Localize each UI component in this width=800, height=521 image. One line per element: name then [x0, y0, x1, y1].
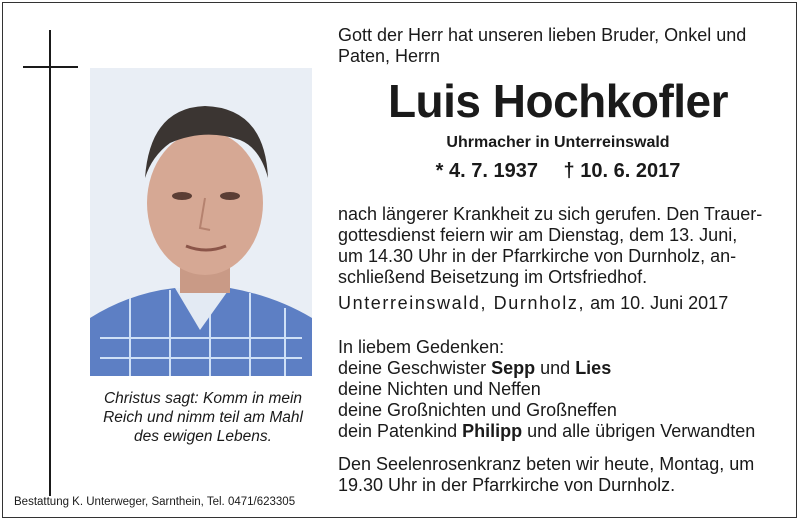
quote-line: Reich und nimm teil am Mahl [103, 409, 303, 426]
memory-heading: In liebem Gedenken: [338, 337, 505, 357]
quote-line: des ewigen Lebens. [134, 428, 272, 445]
service-text: nach längerer Krankheit zu sich gerufen. Den Trauer- gottesdienst feiern wir am Dienstag, dem 13. Juni, um 14.30 Uhr in der Pfarrkirche von Durnholz, an- schließend Beisetzung im Ortsfriedhof. [338, 204, 763, 287]
intro-text: Gott der Herr hat unseren lieben Bruder, Onkel und Paten, Herrn [338, 25, 747, 66]
godchild-line: dein Patenkind Philipp und alle übrigen Verwandten [338, 421, 756, 441]
deceased-name: Luis Hochkofler [387, 75, 729, 127]
cross-icon [49, 30, 51, 496]
cross-icon-bar [23, 66, 78, 68]
grand-line: deine Großnichten und Großneffen [338, 400, 617, 420]
mourners-list [338, 337, 778, 442]
life-dates [338, 160, 778, 183]
occupation: Uhrmacher in Unterreinswald [446, 134, 670, 151]
siblings-line: deine Geschwister Sepp und Lies [338, 358, 612, 378]
place-date-line: Unterreinswald, Durnholz, am 10. Juni 2017 [338, 293, 729, 313]
funeral-home-footer: Bestattung K. Unterweger, Sarnthein, Tel. 0471/623305 [14, 496, 296, 508]
quote-line: Christus sagt: Komm in mein [103, 390, 303, 407]
nieces-line: deine Nichten und Neffen [338, 379, 541, 399]
death-date: † 10. 6. 2017 [563, 160, 681, 182]
birth-date: * 4. 7. 1937 [435, 160, 538, 182]
portrait-photo [90, 68, 312, 376]
quote [98, 389, 308, 446]
rosary-text: Den Seelenrosenkranz beten wir heute, Montag, um 19.30 Uhr in der Pfarrkirche von Durnholz. [338, 454, 755, 495]
